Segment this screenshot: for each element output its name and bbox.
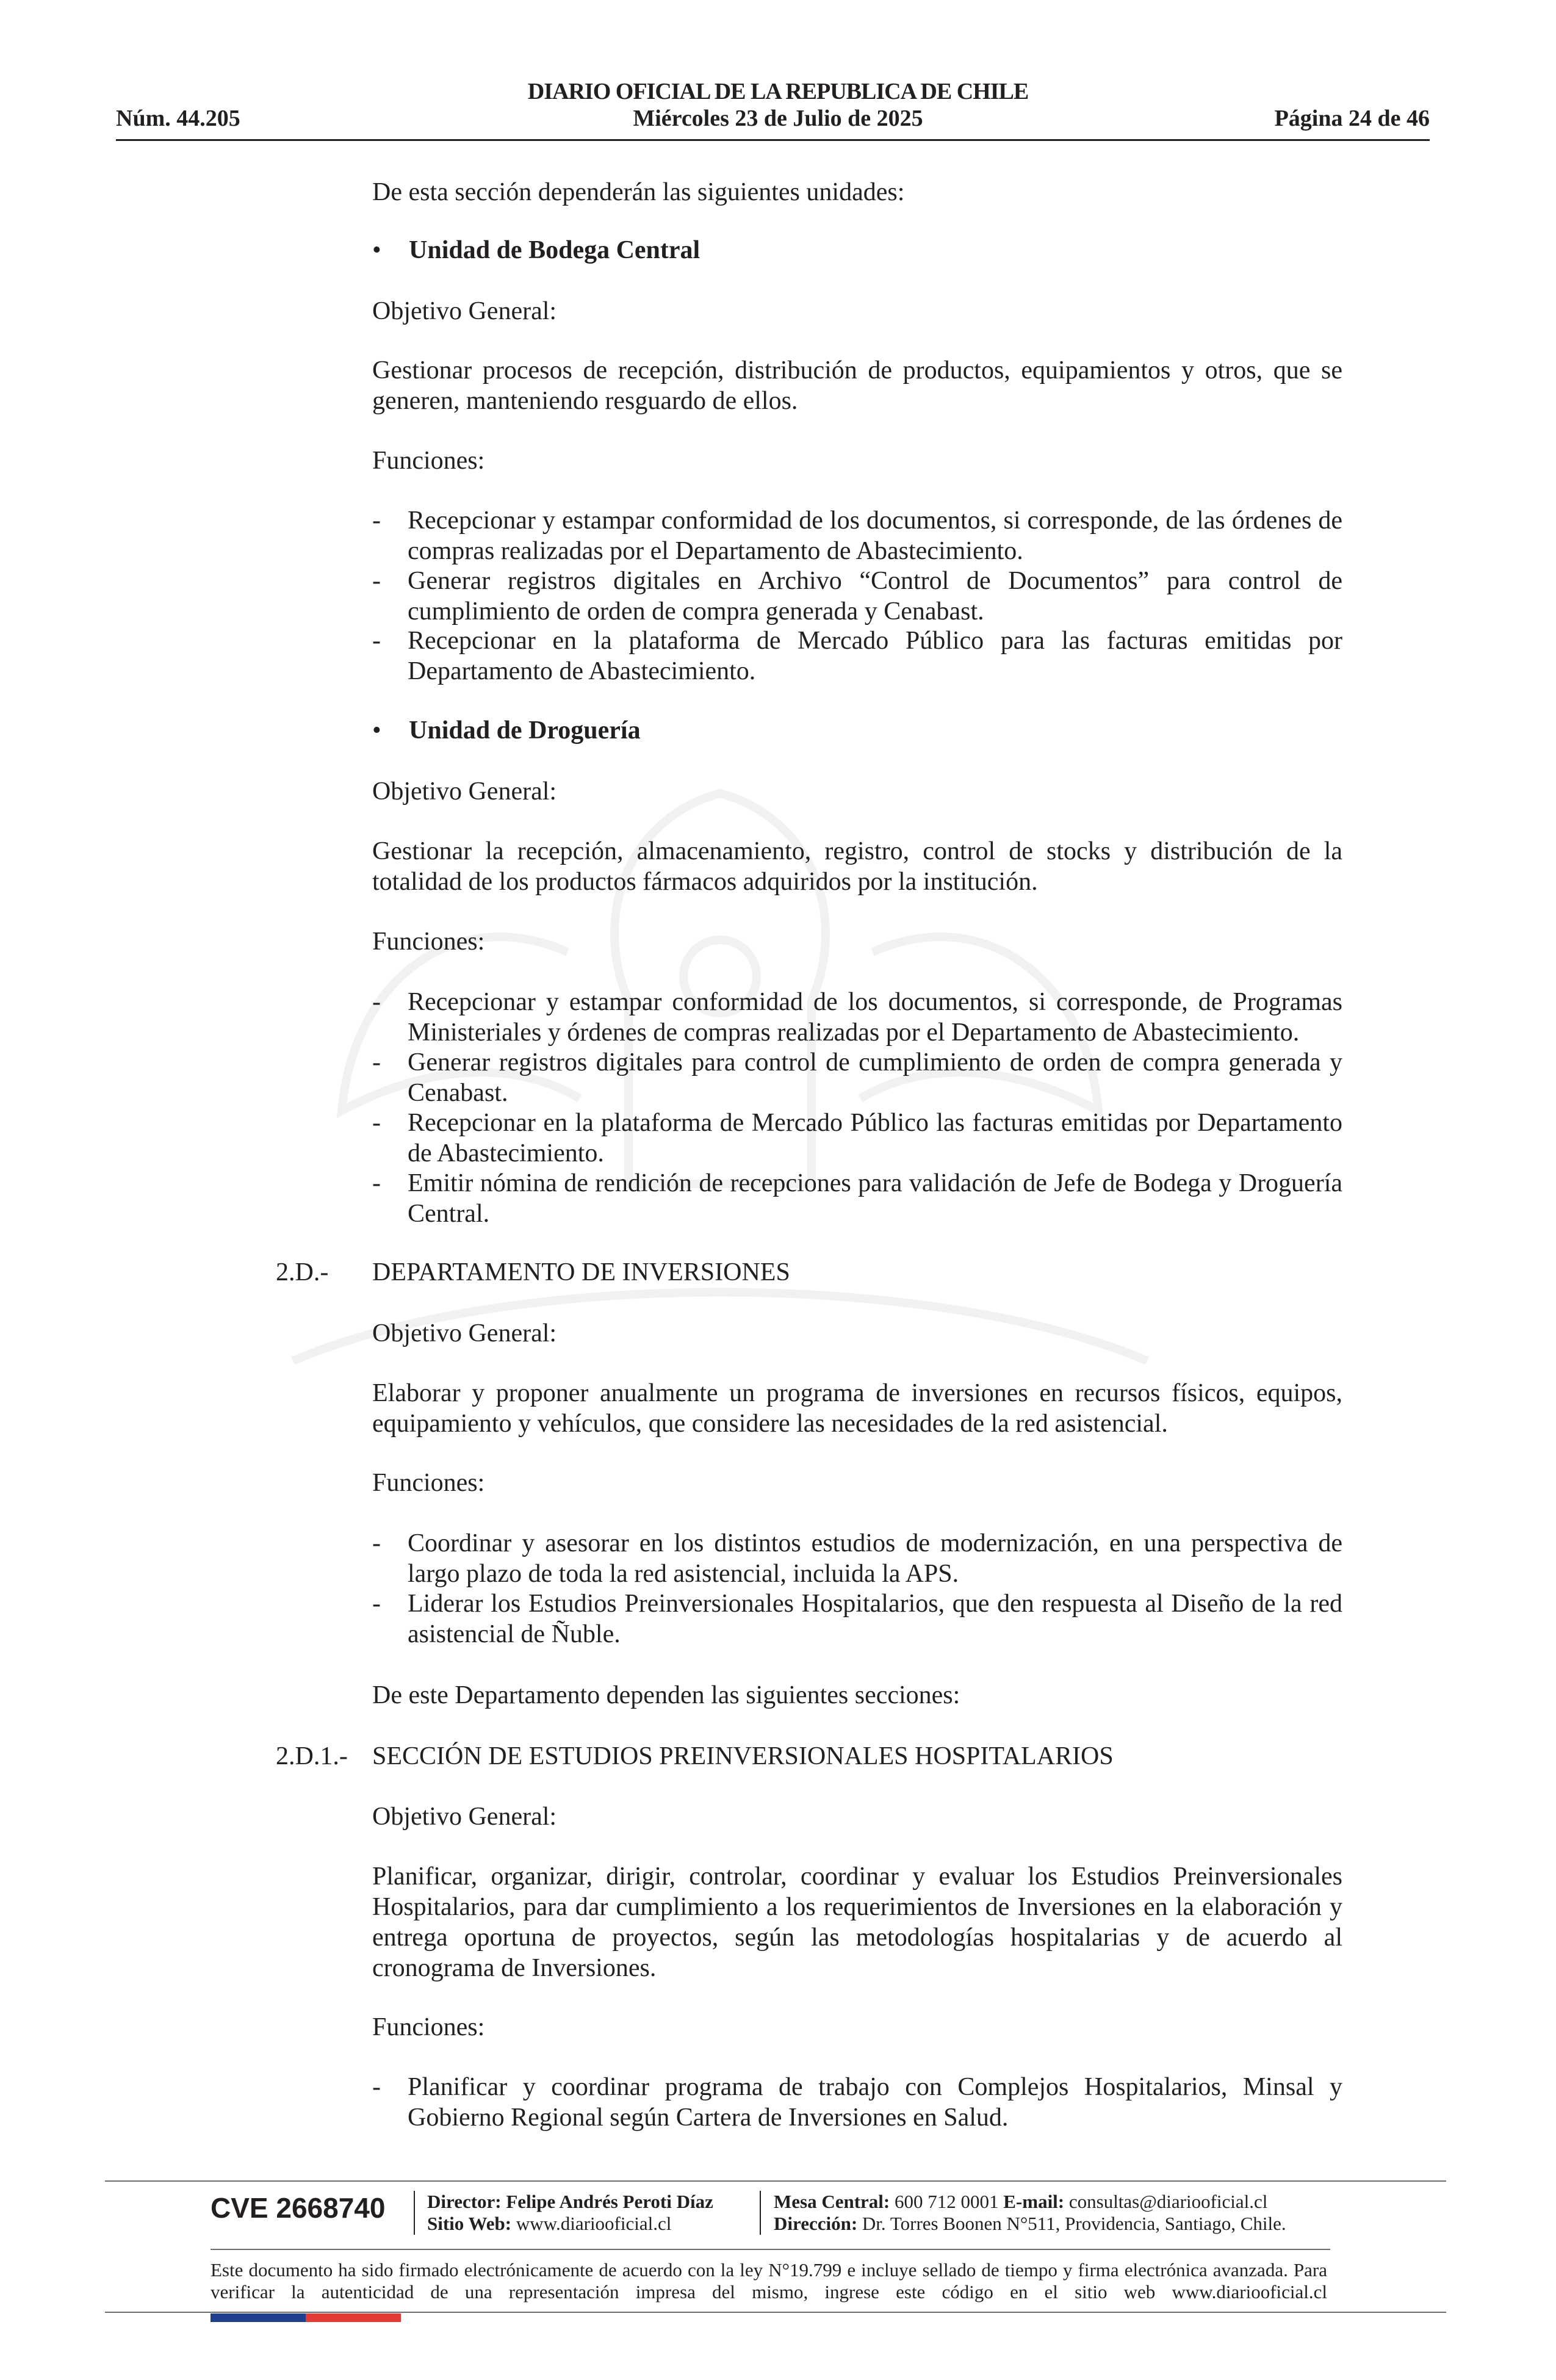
director-name: Felipe Andrés Peroti Díaz [506,2191,713,2212]
address-line [774,2213,1286,2235]
mesa-phone: 600 712 0001 [895,2191,999,2212]
objective-text: Elaborar y proponer anualmente un programa de inversiones en recursos físicos, equipos, equipamiento y vehículos, que considere las necesidades de la red asistencial. [372,1379,1342,1438]
unit-title: Unidad de Bodega Central [409,236,701,264]
flag-stripe-blue [211,2313,306,2322]
publication-date: Miércoles 23 de Julio de 2025 [633,106,923,131]
department-title: DEPARTAMENTO DE INVERSIONES [372,1258,790,1286]
issue-number: Núm. 44.205 [116,106,240,131]
footer-inner-divider [211,2249,1330,2250]
dash: - [372,1109,381,1137]
functions-label: Funciones: [372,2013,485,2041]
footer-bottom-divider [105,2312,1446,2313]
functions-label: Funciones: [372,928,485,956]
email-label: E-mail: [1003,2191,1065,2212]
function-item: Liderar los Estudios Preinversionales Hospitalarios, que den respuesta al Diseño de la red asistencial de Ñuble. [408,1590,1342,1648]
function-item: Generar registros digitales para control de cumplimiento de orden de compra generada y Cenabast. [408,1048,1342,1107]
footer-separator [760,2191,761,2235]
objective-text: Gestionar la recepción, almacenamiento, registro, control de stocks y distribución de la totalidad de los productos fármacos adquiridos por la institución. [372,837,1342,896]
function-item: Recepcionar en la plataforma de Mercado Público para las facturas emitidas por Departamento de Abastecimiento. [408,627,1342,685]
dash: - [372,1048,381,1076]
objective-label: Objetivo General: [372,777,557,806]
dash: - [372,1590,381,1618]
dash: - [372,567,381,595]
objective-label: Objetivo General: [372,1803,557,1831]
section-title: SECCIÓN DE ESTUDIOS PREINVERSIONALES HOSPITALARIOS [372,1742,1114,1770]
director-line [427,2191,713,2213]
objective-label: Objetivo General: [372,297,557,325]
section-number: 2.D.1.- [276,1742,348,1770]
dash: - [372,627,381,655]
website-line [427,2213,671,2235]
intro-text: De esta sección dependerán las siguientes unidades: [372,178,905,206]
header-divider [116,139,1430,141]
flag-stripe-red [306,2313,401,2322]
publication-title: DIARIO OFICIAL DE LA REPUBLICA DE CHILE [527,79,1029,104]
dash: - [372,2073,381,2101]
unit-title: Unidad de Droguería [409,716,641,745]
objective-text: Planificar, organizar, dirigir, controlar, coordinar y evaluar los Estudios Preinversionales Hospitalarios, para dar cumplimiento a los requerimientos de Inversiones en la elaboración y entrega oportuna de proyectos, según las metodologías hospitalarias y de acuerdo al cronograma de Inversiones. [372,1863,1342,1982]
function-item: Recepcionar en la plataforma de Mercado Público las facturas emitidas por Departamento de Abastecimiento. [408,1109,1342,1167]
objective-text: Gestionar procesos de recepción, distribución de productos, equipamientos y otros, que se generen, manteniendo resguardo de ellos. [372,356,1342,415]
website-link[interactable]: www.diariooficial.cl [516,2213,672,2234]
cve-code: CVE 2668740 [211,2192,386,2224]
footer-divider [105,2180,1446,2182]
address-label: Dirección: [774,2213,858,2234]
function-item: Emitir nómina de rendición de recepciones para validación de Jefe de Bodega y Droguería Central. [408,1169,1342,1228]
functions-label: Funciones: [372,1469,485,1497]
footer-separator [414,2191,415,2235]
dash: - [372,1529,381,1557]
function-item: Recepcionar y estampar conformidad de los documentos, si corresponde, de Programas Ministeriales y órdenes de compras realizadas por el Departamento de Abastecimiento. [408,988,1342,1047]
mesa-label: Mesa Central: [774,2191,890,2212]
function-item: Recepcionar y estampar conformidad de los documentos, si corresponde, de las órdenes de compras realizadas por el Departamento de Abastecimiento. [408,507,1342,565]
page-number: Página 24 de 46 [1274,106,1430,131]
dash: - [372,988,381,1016]
functions-label: Funciones: [372,447,485,475]
contact-line [774,2191,1267,2213]
bullet: • [372,716,381,745]
sections-intro: De este Departamento dependen las siguientes secciones: [372,1681,960,1709]
legal-notice: Este documento ha sido firmado electrónicamente de acuerdo con la ley N°19.799 e incluye sellado de tiempo y firma electrónica avanzada. Para verificar la autenticidad de una representación impresa del mismo, ingrese este código en el sitio web www.diariooficial.cl [211,2259,1327,2302]
function-item: Coordinar y asesorar en los distintos estudios de modernización, en una perspectiva de largo plazo de toda la red asistencial, incluida la APS. [408,1529,1342,1588]
bullet: • [372,236,381,264]
dash: - [372,507,381,535]
objective-label: Objetivo General: [372,1319,557,1347]
director-label: Director: [427,2191,502,2212]
function-item: Generar registros digitales en Archivo “Control de Documentos” para control de cumplimiento de orden de compra generada y Cenabast. [408,567,1342,626]
section-number: 2.D.- [276,1258,329,1286]
function-item: Planificar y coordinar programa de trabajo con Complejos Hospitalarios, Minsal y Gobierno Regional según Cartera de Inversiones en Salud. [408,2073,1342,2132]
website-label: Sitio Web: [427,2213,512,2234]
dash: - [372,1169,381,1197]
email-link[interactable]: consultas@diariooficial.cl [1068,2191,1268,2212]
address-text: Dr. Torres Boonen N°511, Providencia, Santiago, Chile. [862,2213,1286,2234]
